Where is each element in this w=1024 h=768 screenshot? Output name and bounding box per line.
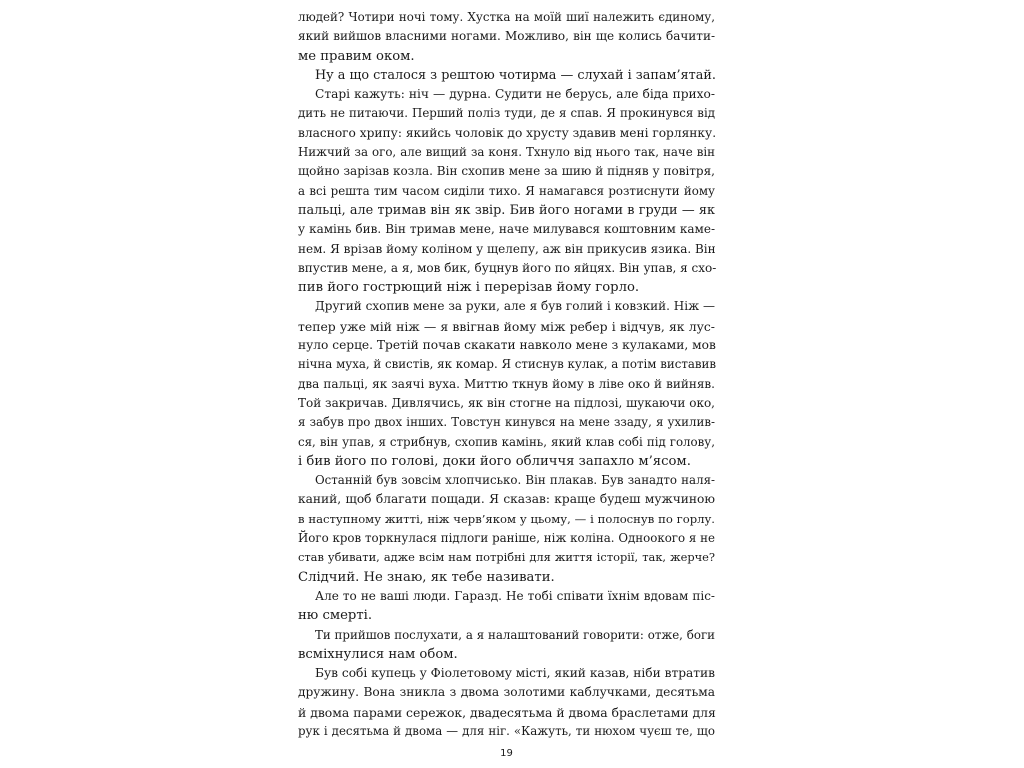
text-line: Останній був зовсім хлопчисько. Він плакав. Був занадто наля- xyxy=(315,473,715,488)
text-line: став убивати, адже всім нам потрібні для життя історії, так, жерче? xyxy=(298,550,715,565)
book-page xyxy=(298,8,715,760)
text-line: дружину. Вона зникла з двома золотими каблучками, десятьма xyxy=(298,685,715,700)
text-line: нуло серце. Третій почав скакати навколо мене з кулаками, мов xyxy=(298,338,716,353)
text-line: Його кров торкнулася підлоги раніше, ніж коліна. Одноокого я не xyxy=(298,531,715,546)
text-line: Ну а що сталося з рештою чотирма — слухай і запам’ятай. xyxy=(315,67,716,83)
text-line: Але то не ваші люди. Гаразд. Не тобі співати їхнім вдовам піс- xyxy=(315,588,715,603)
text-line: Старі кажуть: ніч — дурна. Судити не берусь, але біда прихо- xyxy=(315,87,715,102)
text-line: людей? Чотири ночі тому. Хустка на моїй шиї належить єдиному, xyxy=(298,10,715,24)
text-line: всміхнулися нам обом. xyxy=(298,646,458,662)
text-line: власного хрипу: якийсь чоловік до хрусту здавив мені горлянку. xyxy=(298,125,717,140)
text-line: каний, щоб благати пощади. Я сказав: краще будеш мужчиною xyxy=(298,492,715,507)
text-line: тепер уже мій ніж — я ввігнав йому між ребер і відчув, як лус- xyxy=(298,318,715,334)
text-line: в наступному житті, ніж черв’яком у цьому, — і полоснув по горлу. xyxy=(298,511,715,526)
text-line: і бив його по голові, доки його обличчя запахло м’ясом. xyxy=(298,453,691,469)
text-line: пив його гострющий ніж і перерізав йому горло. xyxy=(298,280,640,296)
text-line: й двома парами сережок, двадесятьма й двома браслетами для xyxy=(298,704,716,720)
text-line: Той закричав. Дивлячись, як він стогне на підлозі, шукаючи око, xyxy=(298,395,715,410)
text-line: у камінь бив. Він тримав мене, наче милувався коштовним каме- xyxy=(298,222,715,237)
text-line: я забув про двох інших. Товстун кинувся на мене ззаду, я ухилив- xyxy=(298,415,715,430)
text-line: ме правим оком. xyxy=(298,48,415,64)
text-line: впустив мене, а я, мов бик, буцнув його по яйцях. Він упав, я схо- xyxy=(298,260,717,275)
text-line: Нижчий за ого, але вищий за коня. Тхнуло від нього так, наче він xyxy=(298,145,715,160)
text-line: нем. Я врізав йому коліном у щелепу, аж він прикусив язика. Він xyxy=(298,241,716,256)
text-line: Слідчий. Не знаю, як тебе називати. xyxy=(298,569,555,585)
body-text xyxy=(298,8,715,741)
text-line: рук і десятьма й двома — для ніг. «Кажуть, ти нюхом чуєш те, що xyxy=(298,723,715,738)
text-line: Ти прийшов послухати, а я налаштований говорити: отже, боги xyxy=(315,627,715,642)
text-line: два пальці, як заячі вуха. Миттю ткнув йому в ліве око й вийняв. xyxy=(298,376,715,391)
text-line: нічна муха, й свистів, як комар. Я стиснув кулак, а потім виставив xyxy=(298,357,717,372)
text-line: дить не питаючи. Перший поліз туди, де я спав. Я прокинувся від xyxy=(298,106,715,121)
text-line: Був собі купець у Фіолетовому місті, який казав, ніби втратив xyxy=(315,666,715,681)
text-line: ся, він упав, я стрибнув, схопив камінь, який клав собі під голову, xyxy=(298,434,715,449)
text-line: а всі решта тим часом сиділи тихо. Я намагався розтиснути йому xyxy=(298,183,715,198)
text-line: пальці, але тримав він як звір. Бив його ногами в груди — як xyxy=(298,202,715,218)
text-line: Другий схопив мене за руки, але я був голий і ковзкий. Ніж — xyxy=(315,299,715,314)
text-line: щойно зарізав козла. Він схопив мене за шию й підняв у повітря, xyxy=(298,164,715,179)
page-number: 19 xyxy=(500,748,513,759)
text-line: ню смерті. xyxy=(298,608,373,624)
text-line: який вийшов власними ногами. Можливо, він ще колись бачити- xyxy=(298,29,715,44)
